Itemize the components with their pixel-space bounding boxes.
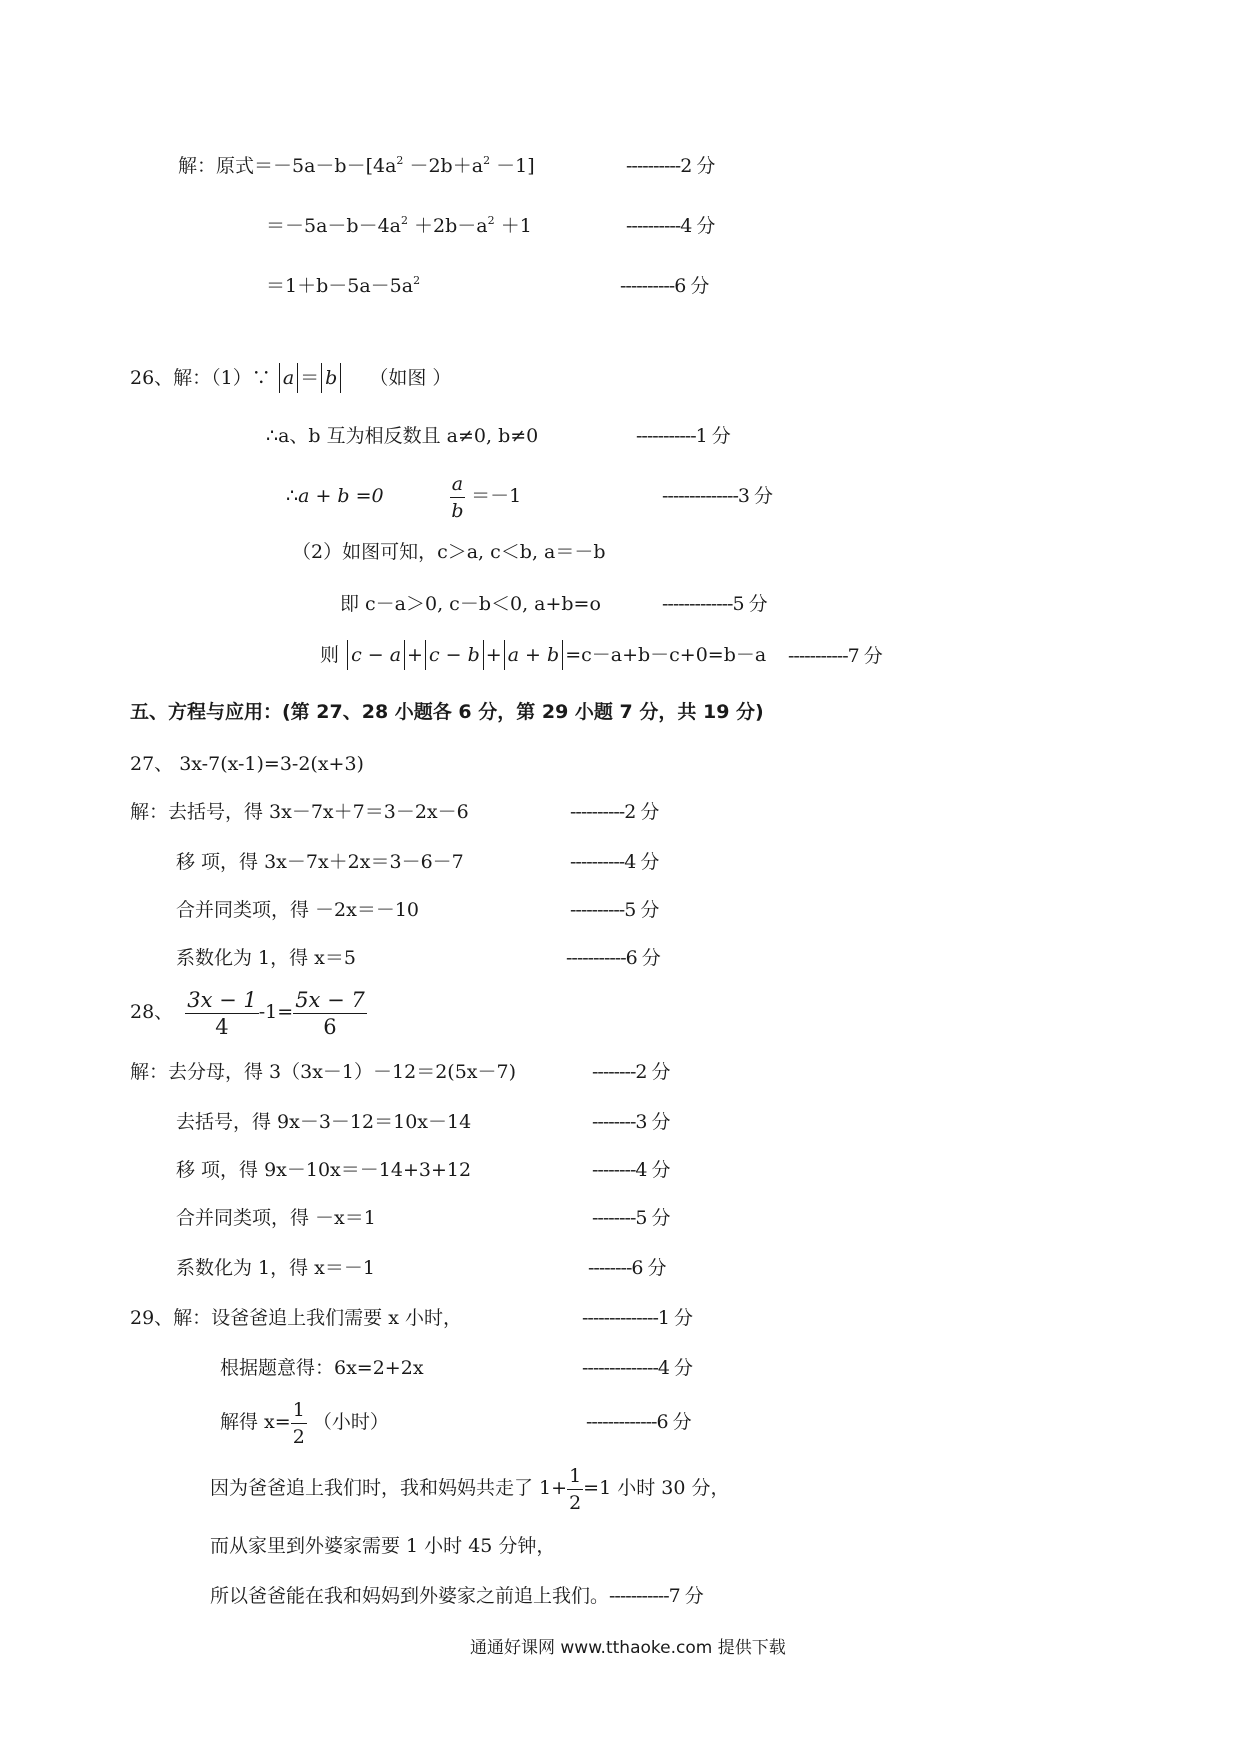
q25-line3 [266, 274, 420, 298]
q25-line2-text-b: ＋2b－a [414, 215, 488, 237]
fraction-one-half [291, 1397, 307, 1450]
q25-line1-text-c: －1] [496, 155, 535, 177]
superscript: 2 [487, 214, 495, 227]
therefore-symbol: ∴ [286, 485, 299, 507]
q29-score-2: --------------4 分 [582, 1357, 693, 1379]
q26-score-4: -----------7 分 [788, 645, 882, 667]
q25-line1 [178, 154, 535, 178]
footer-credit: 通通好课网 www.tthaoke.com 提供下载 [470, 1638, 786, 1658]
q27-score-1: ----------2 分 [570, 801, 659, 823]
q28-step-5: 系数化为 1，得 x＝－1 [176, 1257, 375, 1279]
q26-line3-expr: a + b =0 [298, 485, 384, 507]
q28-step-3: 移 项，得 9x－10x＝－14+3+12 [176, 1159, 472, 1181]
frac-den: 6 [323, 1014, 337, 1039]
frac-num: a [450, 471, 465, 498]
abs-c-minus-b: c − b [425, 640, 484, 670]
q29-step-4-text-a: 因为爸爸追上我们时，我和妈妈共走了 1+ [210, 1477, 568, 1499]
q28-mid: -1= [258, 1001, 294, 1023]
q29-step-2: 根据题意得：6x=2+2x [220, 1357, 424, 1379]
q26-score-1: -----------1 分 [636, 425, 730, 447]
superscript: 2 [396, 154, 404, 167]
q28-score-2: --------3 分 [592, 1111, 670, 1133]
fraction-one-half [567, 1463, 583, 1516]
q28-step-2: 去括号，得 9x－3－12＝10x－14 [176, 1111, 472, 1133]
fraction-3x-1-over-4 [185, 987, 259, 1040]
q25-line2 [266, 214, 532, 238]
q27-step-2: 移 项，得 3x－7x＋2x＝3－6－7 [176, 851, 464, 873]
q26-line4: （2）如图可知，c＞a, c＜b, a＝－b [292, 541, 606, 563]
q29-step-4 [210, 1458, 729, 1518]
q28-step-4: 合并同类项，得 －x＝1 [176, 1207, 376, 1229]
q25-line2-text-c: ＋1 [500, 215, 532, 237]
q25-line3-text: ＝1＋b－5a－5a [266, 275, 414, 297]
q28-number: 28、 [130, 1001, 174, 1023]
frac-den: b [451, 499, 464, 522]
q25-line1-text-b: －2b＋a [409, 155, 484, 177]
q29-step-5: 而从家里到外婆家需要 1 小时 45 分钟， [210, 1535, 556, 1557]
plus-sign: + [407, 644, 423, 666]
q26-line2: ∴a、b 互为相反数且 a≠0, b≠0 [266, 425, 539, 447]
q28-score-3: --------4 分 [592, 1159, 670, 1181]
q27-step-4: 系数化为 1，得 x＝5 [176, 947, 356, 969]
plus-sign: + [485, 644, 502, 666]
frac-num: 1 [567, 1463, 583, 1490]
q26-line3 [286, 468, 521, 524]
q27-head: 27、 3x-7(x-1)=3-2(x+3) [130, 753, 364, 775]
q25-line2-text-a: ＝－5a－b－4a [266, 215, 401, 237]
q29-step-1: 29、解：设爸爸追上我们需要 x 小时， [130, 1307, 462, 1329]
superscript: 2 [401, 214, 408, 227]
q26-line6-rest: =c－a+b－c+0=b－a [565, 644, 767, 666]
frac-den: 4 [215, 1014, 229, 1039]
abs-a: a [279, 363, 298, 393]
q26-line3-result: ＝－1 [471, 485, 522, 507]
q25-score-2: ----------4 分 [626, 215, 715, 237]
q29-step-6-text: 所以爸爸能在我和妈妈到外婆家之前追上我们。 [210, 1585, 610, 1607]
abs-b: b [321, 363, 341, 393]
q26-line5: 即 c－a＞0, c－b＜0, a+b=o [340, 593, 601, 615]
frac-num: 5x − 7 [295, 987, 365, 1012]
q28-score-4: --------5 分 [592, 1207, 670, 1229]
q29-score-1: --------------1 分 [582, 1307, 693, 1329]
q28-score-1: --------2 分 [592, 1061, 670, 1083]
superscript: 2 [413, 274, 421, 287]
q25-line1-text-a: 解：原式＝－5a－b－[4a [178, 155, 397, 177]
q29-step-3 [220, 1392, 389, 1452]
q29-score-3: -------------6 分 [586, 1411, 691, 1433]
q27-score-4: -----------6 分 [566, 947, 660, 969]
fraction-5x-7-over-6 [293, 987, 367, 1040]
q29-step-3-text: 解得 x= [220, 1411, 291, 1433]
q27-score-3: ----------5 分 [570, 899, 659, 921]
q29-step-6 [210, 1584, 703, 1608]
frac-num: 3x − 1 [187, 987, 257, 1012]
q25-score-3: ----------6 分 [620, 275, 709, 297]
q26-head-text: 26、解：（1）∵ [130, 367, 271, 389]
q26-line6 [320, 638, 766, 672]
q26-note: （如图 ） [369, 367, 452, 389]
q27-score-2: ----------4 分 [570, 851, 659, 873]
section-5-title: 五、方程与应用：(第 27、28 小题各 6 分，第 29 小题 7 分，共 19 分) [130, 701, 764, 723]
q26-head [130, 362, 451, 394]
q29-step-4-text-b: =1 小时 30 分， [583, 1477, 730, 1499]
abs-c-minus-a: c − a [347, 640, 405, 670]
q26-score-3: -------------5 分 [662, 593, 767, 615]
q27-step-3: 合并同类项，得 －2x＝－10 [176, 899, 420, 921]
frac-den: 2 [569, 1491, 582, 1514]
abs-a-plus-b: a + b [504, 640, 564, 670]
q26-score-2: --------------3 分 [662, 485, 773, 507]
frac-den: 2 [292, 1425, 305, 1448]
q29-step-3-unit: （小时） [312, 1411, 389, 1433]
fraction-a-over-b [450, 471, 465, 524]
q26-line6-prefix: 则 [320, 644, 340, 666]
q28-head [130, 982, 367, 1042]
equals: ＝ [300, 367, 320, 389]
q27-step-1: 解：去括号，得 3x－7x＋7＝3－2x－6 [130, 801, 469, 823]
q29-score-4: -----------7 分 [609, 1585, 703, 1607]
q28-step-1: 解：去分母，得 3（3x－1）－12＝2(5x－7) [130, 1061, 517, 1083]
frac-num: 1 [291, 1397, 307, 1424]
superscript: 2 [483, 154, 491, 167]
q28-score-5: --------6 分 [588, 1257, 666, 1279]
q25-score-1: ----------2 分 [626, 155, 715, 177]
